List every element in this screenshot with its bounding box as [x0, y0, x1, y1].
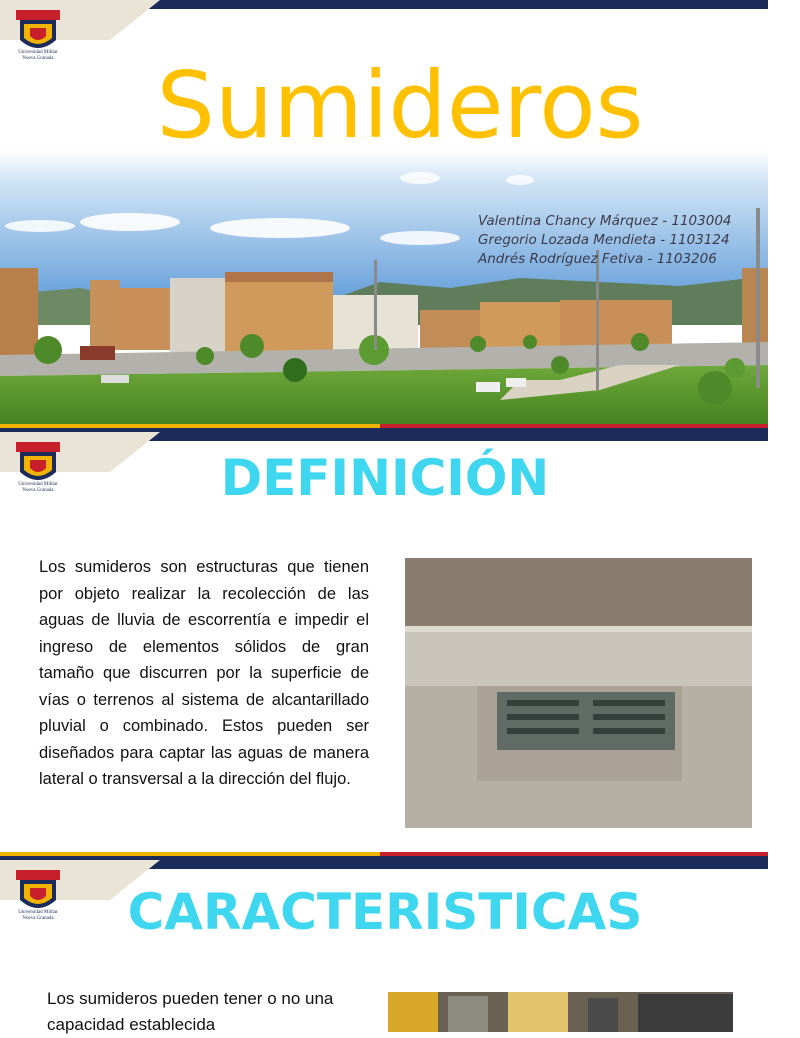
university-name: Universidad Militar Nueva Granada [18, 482, 58, 493]
author-line: Andrés Rodríguez Fetiva - 1103206 [478, 251, 717, 267]
author-line: Valentina Chancy Márquez - 1103004 [478, 213, 732, 229]
slide-divider-stripe [0, 424, 768, 432]
header-band [0, 0, 768, 40]
author-line: Gregorio Lozada Mendieta - 1103124 [478, 232, 730, 248]
presentation-title: Sumideros [156, 52, 644, 159]
campus-photo [0, 150, 768, 432]
university-name: Universidad Militar Nueva Granada [18, 50, 58, 61]
authors-list [478, 212, 732, 269]
slide-characteristics [0, 860, 768, 1034]
street-photo [388, 992, 733, 1032]
slide-divider-stripe [0, 852, 768, 860]
characteristics-text: Los sumideros pueden tener o no una capacidad establecida [47, 989, 334, 1034]
slide-definition [0, 432, 768, 860]
storm-drain-photo [405, 558, 752, 828]
university-name: Universidad Militar Nueva Granada [18, 910, 58, 921]
section-heading: DEFINICIÓN [220, 449, 550, 507]
definition-text: Los sumideros son estructuras que tienen por objeto realizar la recolección de las aguas de lluvia de escorrentía e impedir el ingreso de elementos sólidos de gran tamaño que discurren por la superficie de vías o terrenos al sistema de alcantarillado pluvial o combinado. Estos pueden ser diseñados para captar las aguas de manera lateral o transversal a la dirección del flujo. [39, 558, 369, 788]
section-heading: CARACTERISTICAS [127, 883, 643, 941]
slide-title [0, 0, 768, 432]
